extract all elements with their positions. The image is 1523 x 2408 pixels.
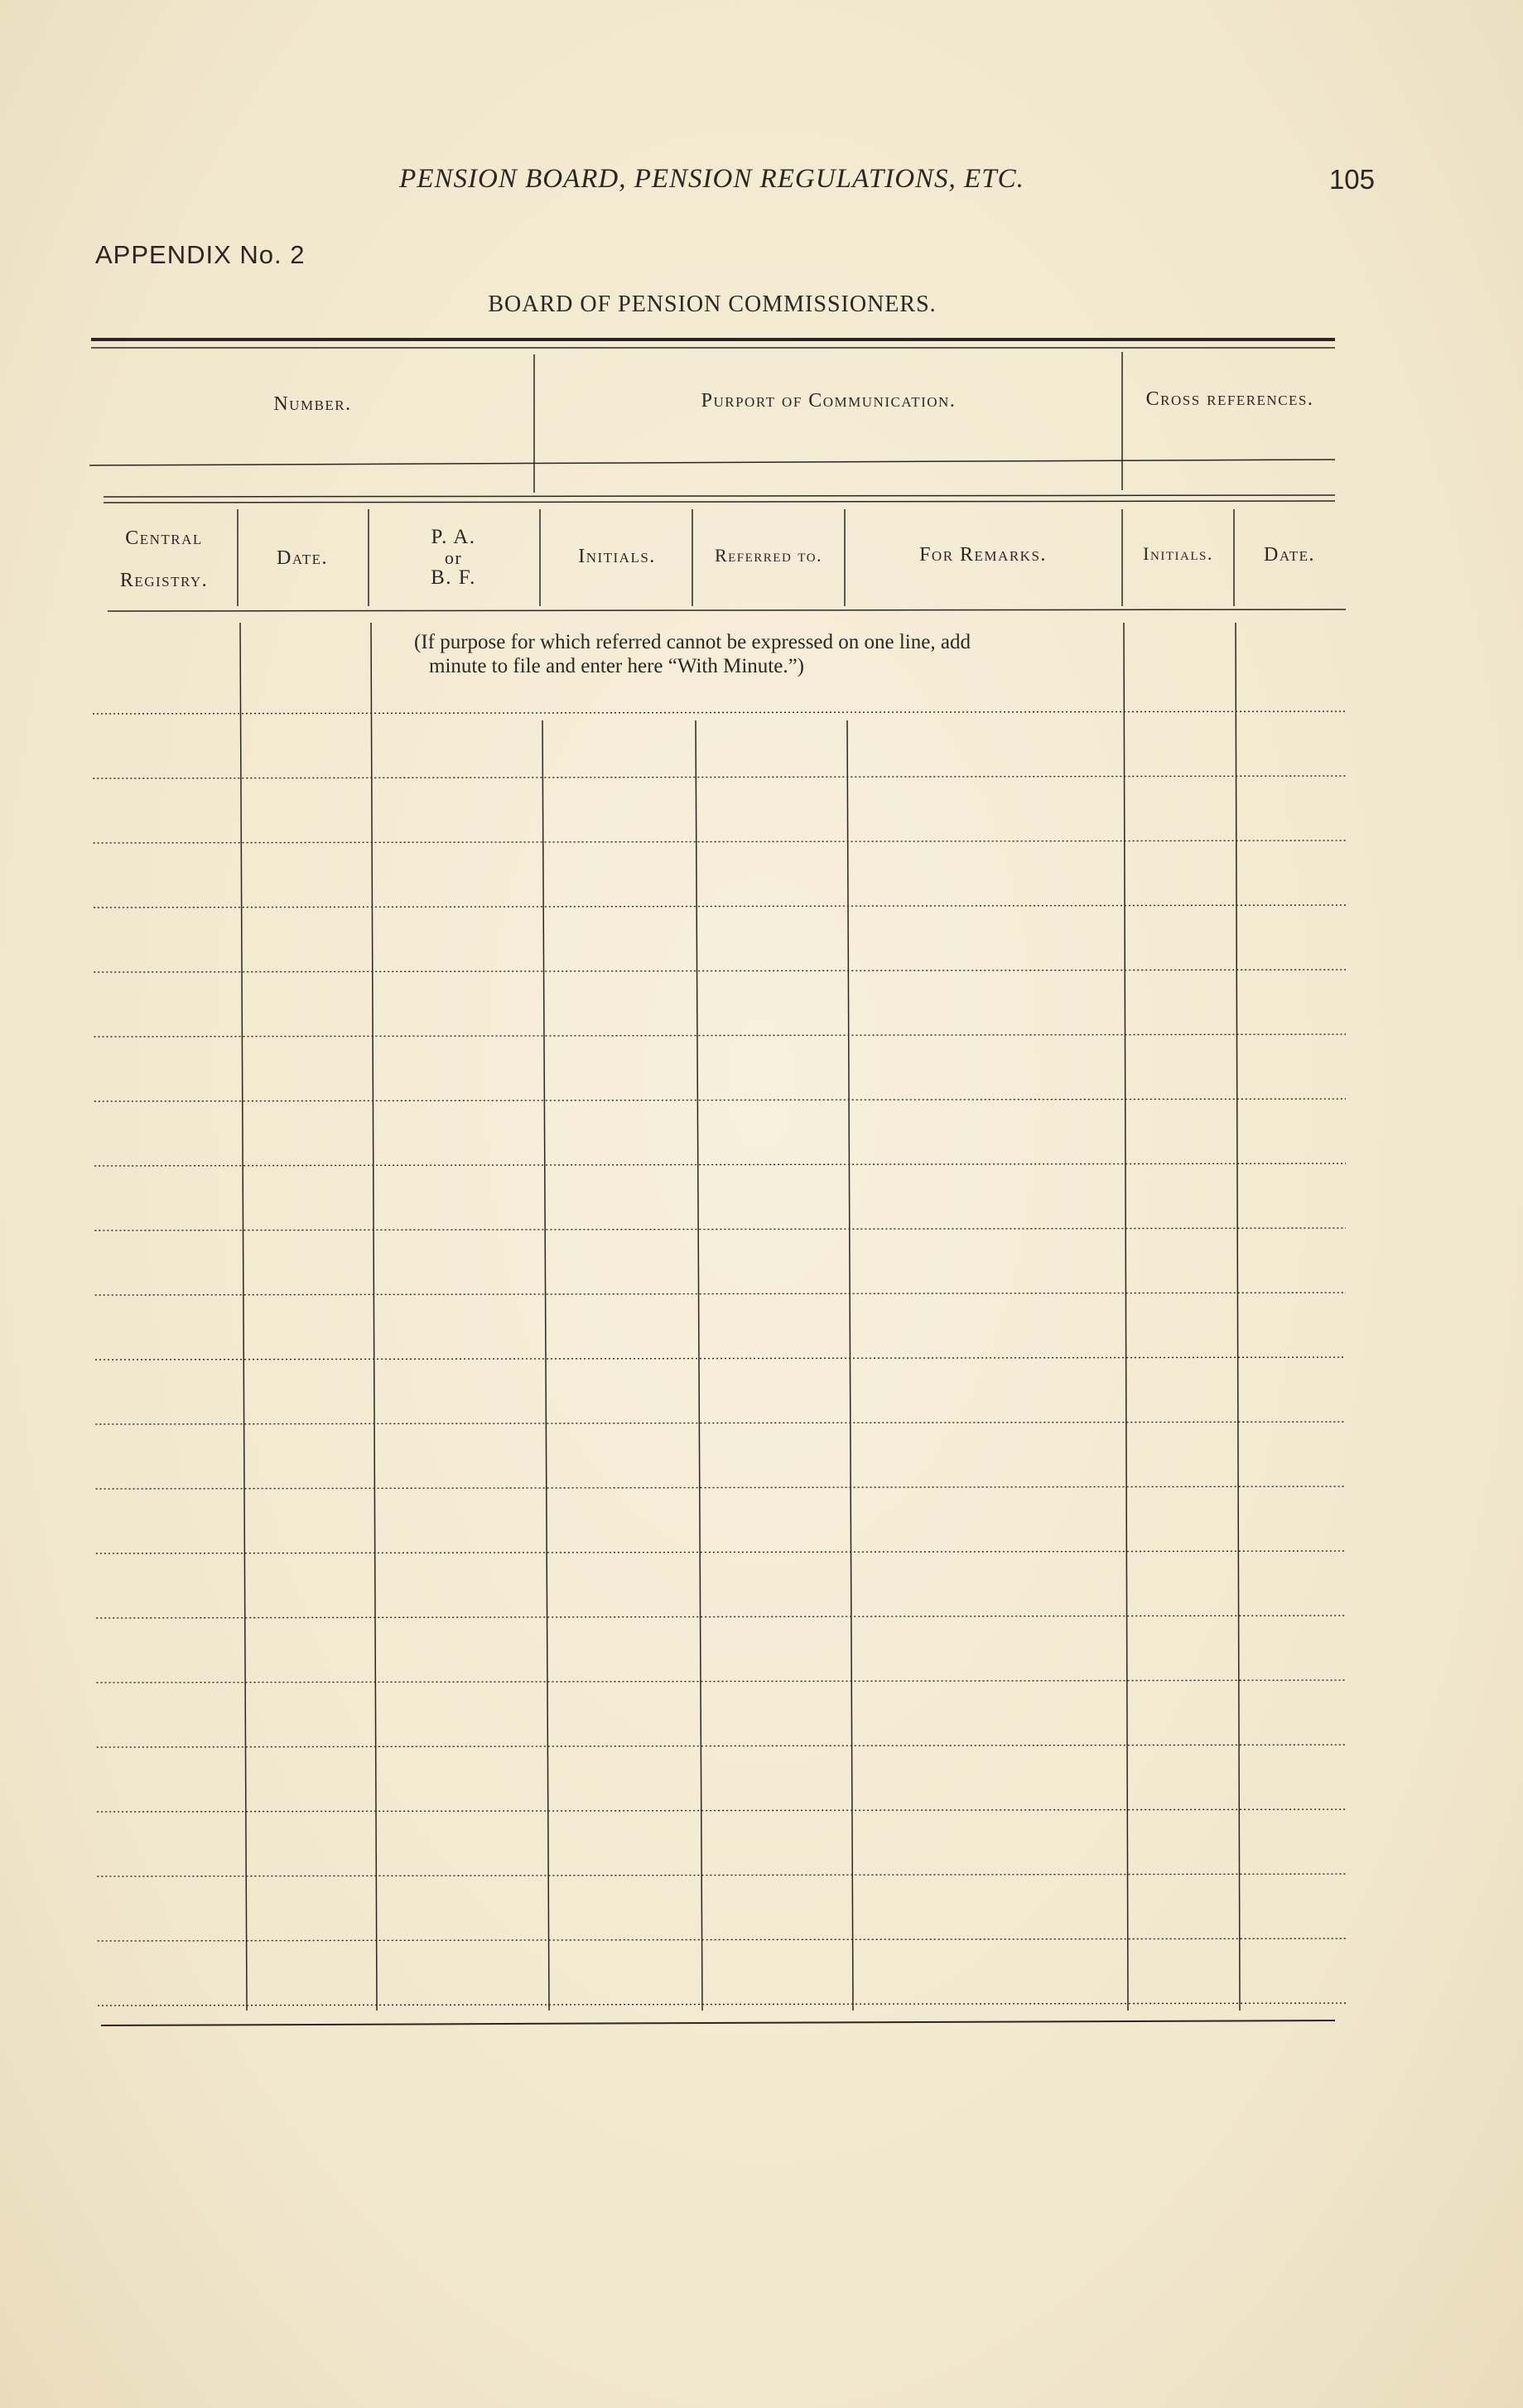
col-for-remarks: For Remarks. [919, 544, 1047, 566]
rule-double-2 [104, 501, 1335, 503]
ruled-row-1 [93, 776, 1346, 778]
ruled-row-6 [94, 1099, 1346, 1101]
col-initials-2: Initials. [1143, 543, 1213, 564]
rule-double-1 [104, 495, 1335, 497]
col-date-2: Date. [1264, 544, 1315, 566]
instruction-note: (If purpose for which referred cannot be expressed on one line, add minute to file and enter here “With Minute.”) [414, 631, 971, 677]
header-cross-references: Cross references. [1145, 388, 1314, 410]
header-number: Number. [273, 393, 352, 415]
ruled-row-7 [94, 1163, 1346, 1166]
ruled-row-5 [94, 1034, 1347, 1037]
ruled-row-11 [95, 1422, 1346, 1424]
body-divider-5 [1124, 623, 1128, 2011]
rule-bottom [101, 2020, 1335, 2025]
ruled-row-9 [95, 1293, 1346, 1295]
body-divider-0 [240, 623, 247, 2011]
ruled-row-16 [97, 1745, 1346, 1747]
appendix-label: APPENDIX No. 2 [95, 240, 306, 269]
page-number: 105 [1328, 164, 1375, 195]
ruled-row-4 [94, 970, 1346, 972]
rule-top-header [89, 460, 1335, 465]
body-divider-6 [1236, 623, 1240, 2011]
ruled-row-17 [97, 1809, 1346, 1812]
ruled-row-13 [96, 1551, 1346, 1553]
ruled-row-20 [98, 2003, 1346, 2006]
ruled-row-14 [96, 1616, 1346, 1618]
ruled-row-19 [98, 1938, 1346, 1941]
ruled-row-15 [97, 1680, 1347, 1683]
rule-column-header [108, 609, 1346, 611]
col-initials: Initials. [578, 546, 656, 567]
ruled-row-10 [95, 1357, 1346, 1360]
body-divider-4 [847, 720, 853, 2011]
header-purport: Purport of Communication. [701, 390, 957, 412]
board-title: BOARD OF PENSION COMMISSIONERS. [488, 291, 937, 317]
body-divider-2 [542, 720, 549, 2011]
ruled-row-18 [97, 1874, 1346, 1876]
ruled-row-0 [93, 711, 1346, 714]
running-head: PENSION BOARD, PENSION REGULATIONS, ETC. [399, 164, 1024, 194]
ruled-row-3 [94, 905, 1346, 908]
col-central-registry: Central Registry. [119, 527, 209, 591]
body-divider-3 [696, 720, 702, 2011]
col-pa-bf: P. A. or B. F. [431, 526, 476, 590]
ruled-row-12 [96, 1486, 1346, 1489]
col-referred-to: Referred to. [714, 545, 823, 566]
body-divider-1 [371, 623, 377, 2011]
ruled-row-8 [94, 1228, 1346, 1230]
col-date: Date. [277, 547, 328, 569]
ruled-row-2 [94, 840, 1346, 843]
